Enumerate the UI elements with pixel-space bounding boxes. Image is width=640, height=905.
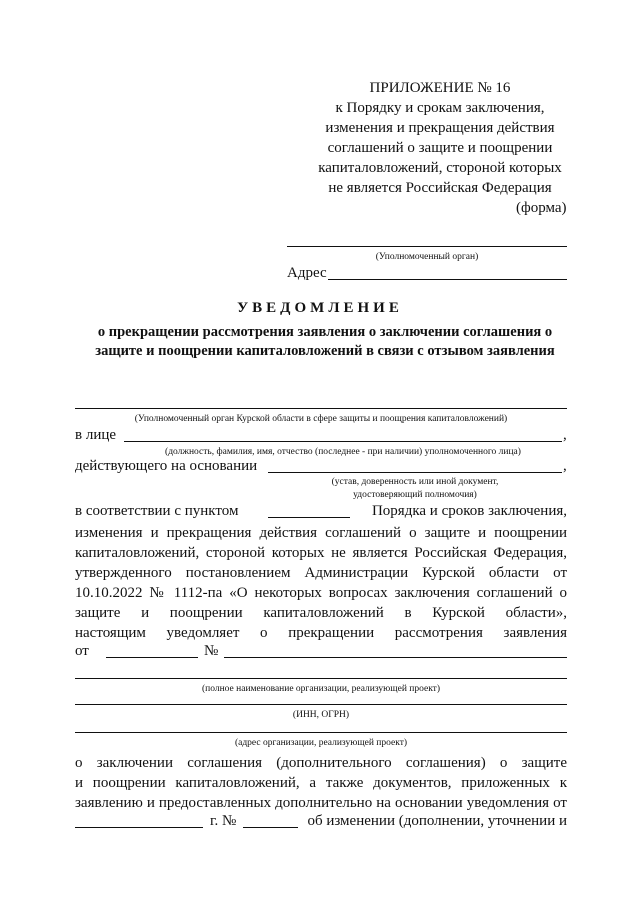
form-note: (форма) — [516, 200, 567, 216]
notice-number-blank-line — [243, 827, 298, 828]
p2-line: о заключении соглашения (дополнительного соглашения) о защите — [75, 755, 567, 771]
p2-line: и поощрении капиталовложений, а также документов, приложенных к — [75, 775, 567, 791]
address-blank-line — [328, 279, 567, 280]
acting-label: действующего на основании — [75, 458, 258, 474]
authority-caption: (Уполномоченный орган) — [375, 252, 479, 262]
official-blank-line — [124, 441, 562, 442]
document-subtitle: о прекращении рассмотрения заявления о заключении соглашения о защите и поощрении капиталовложений в связи с отзывом заявления — [95, 324, 555, 359]
authority-kursk-caption: (Уполномоченный орган Курской области в сфере защиты и поощрения капиталовложений) — [134, 414, 508, 424]
official-caption: (должность, фамилия, имя, отчество (последнее - при наличии) уполномоченного лица) — [165, 447, 521, 457]
date-blank-line — [106, 657, 198, 658]
year-label: г. № — [210, 813, 237, 829]
authority-kursk-line — [75, 408, 567, 409]
number-label: № — [204, 643, 219, 659]
appendix-line: ПРИЛОЖЕНИЕ № 16 — [369, 80, 511, 96]
inn-blank-line — [75, 704, 567, 705]
p1-line: защите и поощрении капиталовложений в Курской области», — [75, 605, 567, 621]
in-person-label: в лице — [75, 427, 117, 443]
comma: , — [563, 427, 567, 443]
appendix-line: изменения и прекращения действия — [325, 120, 555, 136]
org-caption: (полное наименование организации, реализующей проект) — [201, 684, 440, 694]
document-title: УВЕДОМЛЕНИЕ — [237, 300, 403, 316]
p1-line: 10.10.2022 № 1112-па «О некоторых вопросах заключения соглашений о — [75, 585, 567, 601]
p1-end: Порядка и сроков заключения, — [371, 503, 567, 519]
comma: , — [563, 458, 567, 474]
basis-caption-2: удостоверяющий полномочия) — [353, 490, 477, 500]
notice-date-blank-line — [75, 827, 203, 828]
appendix-line: соглашений о защите и поощрении — [327, 140, 553, 156]
number-blank-line — [224, 657, 567, 658]
org-blank-line — [75, 678, 567, 679]
org-address-blank-line — [75, 732, 567, 733]
p1-line: утвержденного постановлением Администрации Курской области от — [75, 565, 567, 581]
address-caption: (адрес организации, реализующей проект) — [234, 738, 408, 748]
p1-line: капиталовложений, стороной которых не является Российская Федерация, — [75, 545, 567, 561]
from-label: от — [75, 643, 89, 659]
address-label: Адрес — [287, 265, 327, 281]
appendix-header — [300, 78, 580, 198]
p1-line: изменения и прекращения действия соглашений о защите и поощрении — [75, 525, 567, 541]
appendix-line: не является Российская Федерация — [328, 180, 552, 196]
clause-blank-line — [268, 517, 350, 518]
p2-line: заявлению и предоставленных дополнительно на основании уведомления от — [75, 795, 567, 811]
appendix-line: к Порядку и срокам заключения, — [335, 100, 545, 116]
inn-caption: (ИНН, ОГРН) — [292, 710, 350, 720]
p1-start: в соответствии с пунктом — [75, 503, 239, 519]
authority-blank-line — [287, 246, 567, 247]
basis-blank-line — [268, 472, 562, 473]
p1-line: настоящим уведомляет о прекращении рассмотрения заявления — [75, 625, 567, 641]
basis-caption-1: (устав, доверенность или иной документ, — [331, 477, 499, 487]
tail-text: об изменении (дополнении, уточнении и — [307, 813, 567, 829]
appendix-line: капиталовложений, стороной которых — [318, 160, 562, 176]
